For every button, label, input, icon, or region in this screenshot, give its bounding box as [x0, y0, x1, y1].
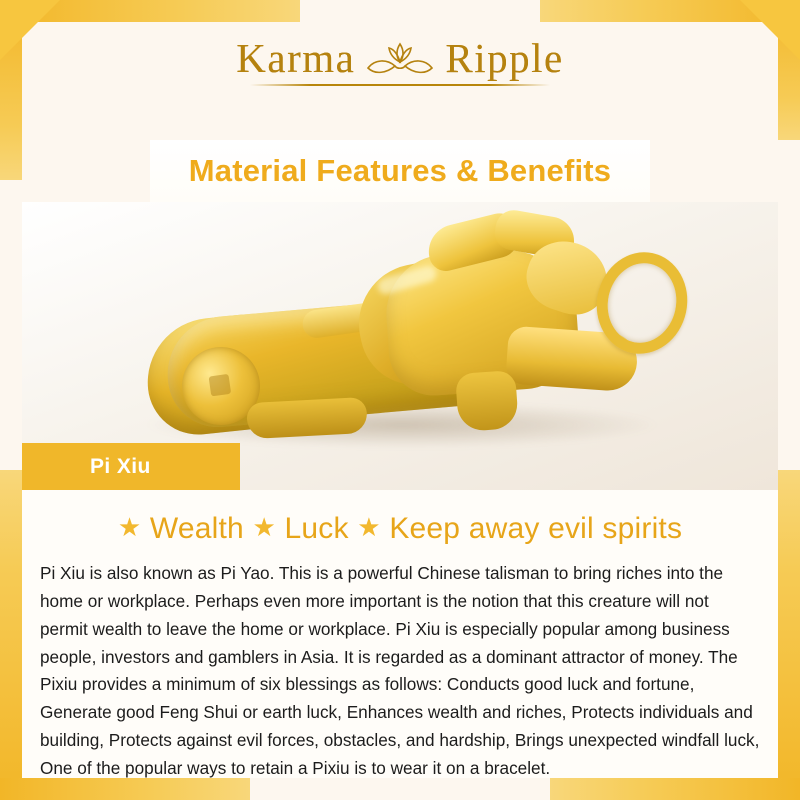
benefit-word-luck: Luck — [284, 512, 349, 545]
brand-word-left: Karma — [236, 35, 356, 81]
section-title-banner — [150, 140, 650, 202]
product-caption-label: Pi Xiu — [90, 454, 151, 478]
page-title: Material Features & Benefits — [188, 153, 612, 188]
benefit-word-wealth: Wealth — [149, 512, 244, 545]
brand-underline — [250, 84, 550, 86]
star-icon-2: ★ — [252, 512, 276, 542]
brand-logo — [236, 34, 563, 82]
brand-header — [0, 34, 800, 86]
benefit-word-evil-spirits: Keep away evil spirits — [389, 512, 683, 545]
frame-border-left-bottom — [0, 470, 22, 800]
pixiu-figure — [127, 212, 687, 452]
product-caption-tab — [22, 443, 240, 490]
brand-word-right: Ripple — [445, 35, 564, 81]
pixiu-front-leg — [455, 370, 519, 432]
lotus-icon — [365, 35, 435, 81]
benefits-headline — [22, 512, 778, 546]
pixiu-back-leg — [246, 397, 368, 439]
description-paragraph: Pi Xiu is also known as Pi Yao. This is a powerful Chinese talisman to bring riches into the home or workplace. Perhaps even more important is the notion that this creature will not permit wealth to leave the home or workplace. Pi Xiu is especially popular among business people, investors and gamblers in Asia. It is regarded as a dominant attractor of money. The Pixiu provides a minimum of six blessings as follows: Conducts good luck and fortune, Generate good Feng Shui or earth luck, Enhances wealth and riches, Protects individuals and building, Protects against evil forces, obstacles, and hardship, Brings unexpected windfall luck, One of the popular ways to retain a Pixiu is to wear it on a bracelet. — [40, 563, 760, 779]
frame-border-right-bottom — [778, 470, 800, 800]
star-icon-3: ★ — [357, 512, 381, 542]
description-section — [22, 490, 778, 778]
star-icon-1: ★ — [117, 512, 142, 542]
